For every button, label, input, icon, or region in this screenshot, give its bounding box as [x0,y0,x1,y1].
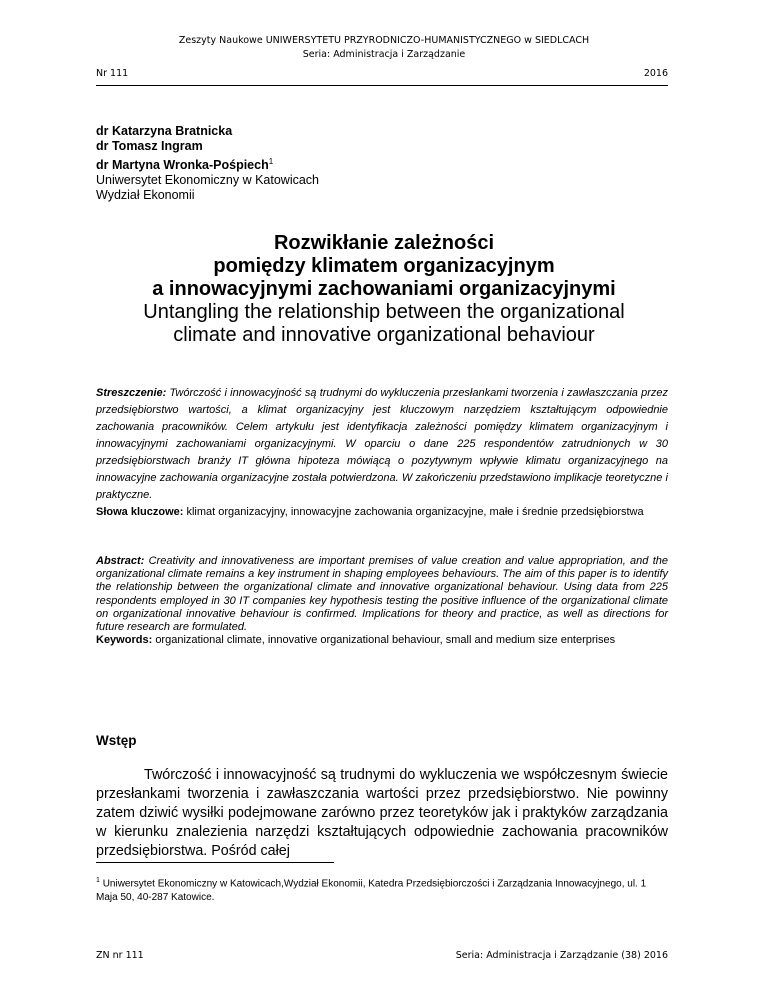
affiliation: Uniwersytet Ekonomiczny w Katowicach [96,173,319,188]
streszczenie-text: Twórczość i innowacyjność są trudnymi do wykluczenia przesłankami tworzenia i zawłaszczania przez przedsiębiorstwo wartości, a klimat organizacyjny jest kluczowym narzędziem kształtującym odpowiednie zachowania pracowników. Celem artykułu jest identyfikacja zależności pomiędzy klimatem organizacyjnym i innowacyjnymi zachowaniami organizacyjnymi. W oparciu o dane 225 respondentów zatrudnionych w 30 przedsiębiorstwach branży IT główna hipoteza mówiącą o pozytywnym wpływie klimatu organizacyjnego na innowacyjne zachowania organizacyjne została potwierdzona. W zakończeniu przedstawiono implikacje teoretyczne i praktyczne. [96,387,668,501]
footer-left: ZN nr 111 [96,950,144,961]
footnote-ref[interactable]: 1 [268,157,274,166]
footnote [96,874,668,905]
issue-year: 2016 [643,68,668,79]
author-name-with-footnote [96,154,656,173]
series-header: Seria: Administracja i Zarządzanie [302,49,466,60]
keywords-label: Keywords: [96,634,153,647]
header-rule [96,85,668,86]
abstract-label: Abstract: [96,555,145,567]
body-paragraph: Twórczość i innowacyjność są trudnymi do wykluczenia we współczesnym świecie przesłankami tworzenia i zawłaszczania wartości przez przedsiębiorstwo. Nie powinny zatem dziwić wysiłki podejmowane zarówno przez teoretyków jak i praktyków zarządzania w kierunku znalezienia narzędzi kształtujących odpowiednie zachowania pracowników przedsiębiorstwa. Pośród całej [96,767,668,859]
footnote-mark: 1 [96,877,100,884]
footnote-text: Uniwersytet Ekonomiczny w Katowicach,Wydział Ekonomii, Katedra Przedsiębiorczości i Zarządzania Innowacyjnego, ul. 1 Maja 50, 40-287 Katowice. [96,878,647,904]
keywords-text: organizational climate, innovative organizational behaviour, small and medium size enterprises [155,634,616,647]
abstract-text: Creativity and innovativeness are important premises of value creation and value appropriation, and the organizational climate remains a key instrument in shaping employees behaviours. The aim of this paper is to identify the relationship between the organizational climate and innovative organizational behaviour. Using data from 225 respondents employed in 30 IT companies key hypothesis testing the positive influence of the organizational climate on organizational innovative behaviour is confirmed. Implications for theory and practice, as well as directions for future research are formulated. [96,555,669,634]
article-title [60,232,708,347]
footnote-rule [96,862,334,863]
title-en-line: Untangling the relationship between the organizational [143,301,625,323]
author-name: dr Katarzyna Bratnicka [96,124,233,138]
abstract-block [96,555,668,647]
slowa-kluczowe-label: Słowa kluczowe: [96,506,184,518]
issue-number: Nr 111 [96,68,129,79]
title-pl-line: pomiędzy klimatem organizacyjnym [213,255,555,277]
author-name: dr Martyna Wronka-Pośpiech [96,158,269,173]
streszczenie-label: Streszczenie: [96,387,167,399]
section-heading: Wstęp [96,733,137,748]
faculty: Wydział Ekonomii [96,188,195,203]
streszczenie-block [96,385,668,521]
footer-right: Seria: Administracja i Zarządzanie (38) 2016 [455,950,668,961]
title-pl-line: a innowacyjnymi zachowaniami organizacyjnymi [152,278,616,300]
slowa-kluczowe-text: klimat organizacyjny, innowacyjne zachowania organizacyjne, małe i średnie przedsiębiorstwa [186,506,644,518]
author-block [96,124,656,203]
title-en-line: climate and innovative organizational behaviour [173,324,595,346]
title-pl-line: Rozwikłanie zależności [273,232,495,254]
journal-header: Zeszyty Naukowe UNIWERSYTETU PRZYRODNICZO-HUMANISTYCZNEGO w SIEDLCACH [178,35,590,46]
author-name: dr Tomasz Ingram [96,139,203,153]
